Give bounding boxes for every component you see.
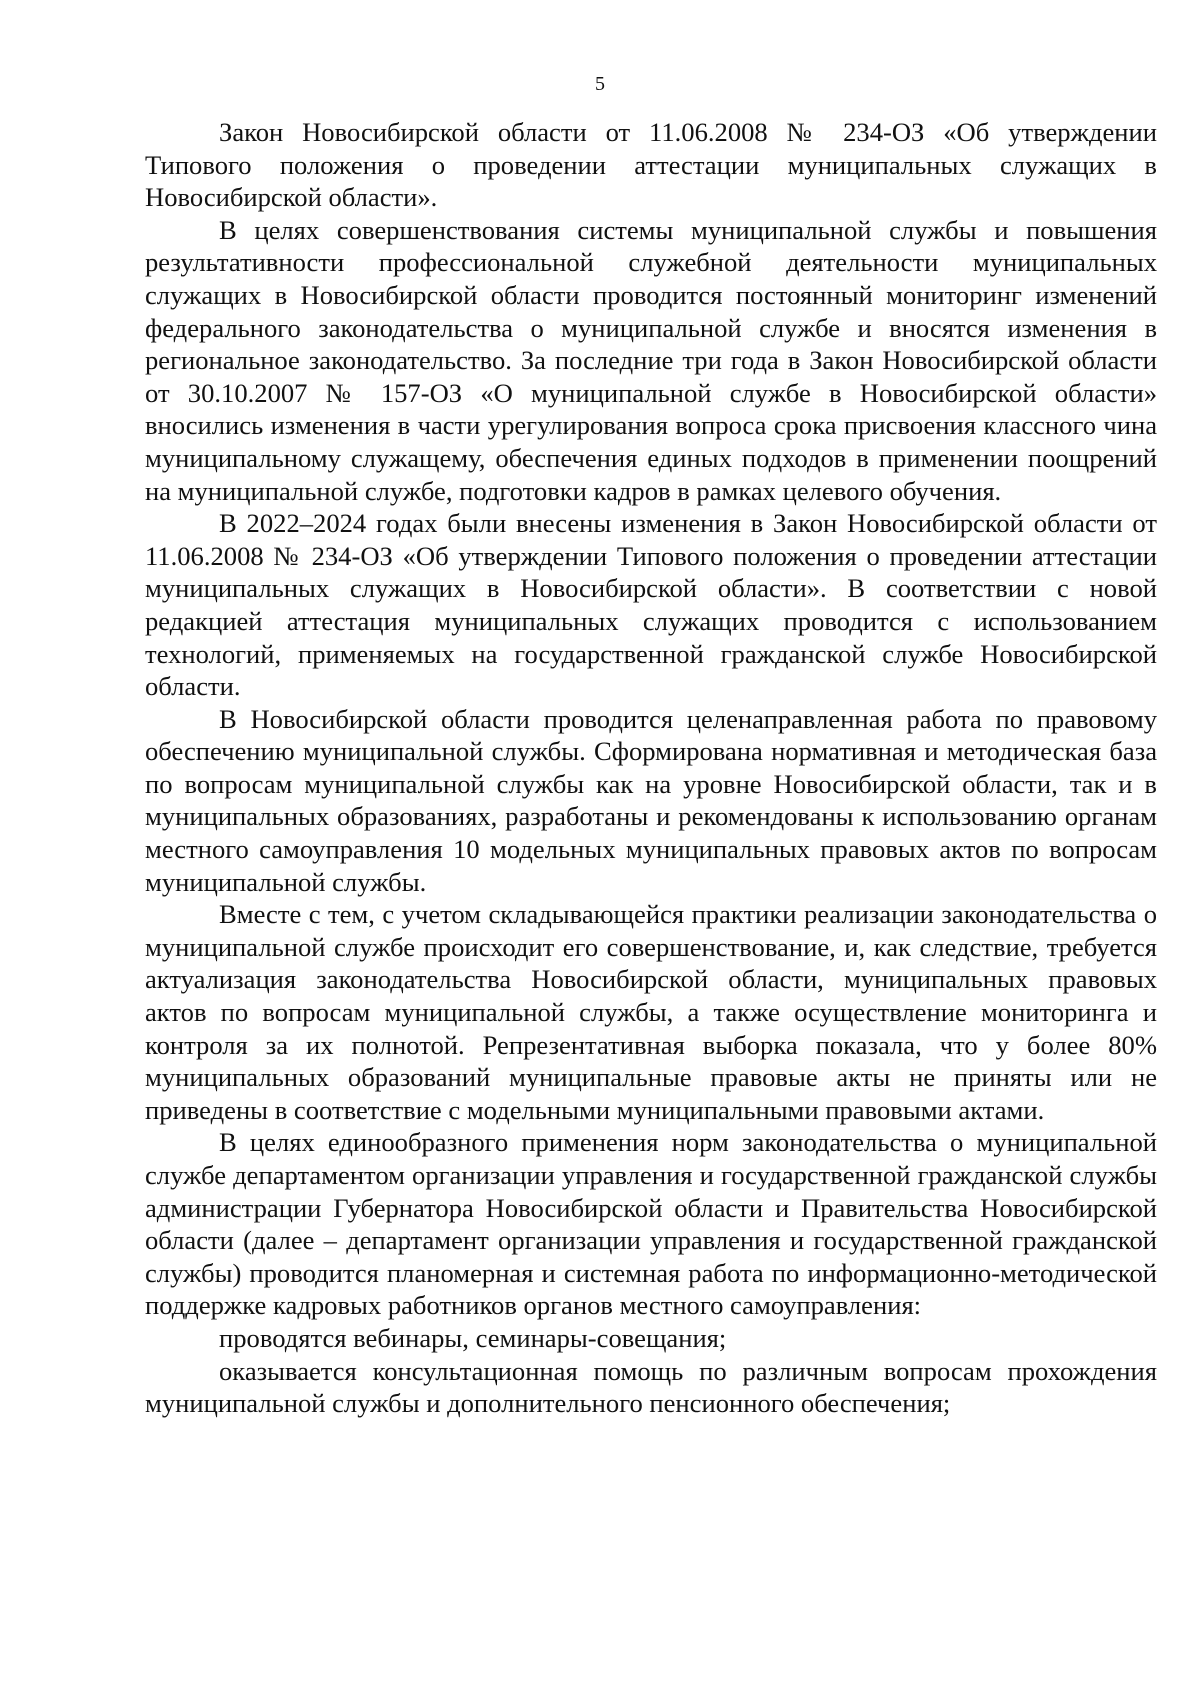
paragraph-2022-2024-changes: В 2022–2024 годах были внесены изменения в Закон Новосибирской области от 11.06.2008 № 234-ОЗ «Об утверждении Типового положения о проведении аттестации муниципальных служащих в Новосибирской области». В соответствии с новой редакцией аттестация муниципальных служащих проводится с использованием технологий, применяемых на государственной гражданской службе Новосибирской области. (145, 508, 1157, 702)
list-item-consultations: оказывается консультационная помощь по различным вопросам прохождения муниципальной службы и дополнительного пенсионного обеспечения; (145, 1355, 1157, 1419)
paragraph-legislation-updates: Вместе с тем, с учетом складывающейся практики реализации законодательства о муниципальной службе происходит его совершенствование, и, как следствие, требуется актуализация законодательства Новосибирской области, муниципальных правовых актов по вопросам муниципальной службы, а также осуществление мониторинга и контроля за их полнотой. Репрезентативная выборка показала, что у более 80% муниципальных образований муниципальные правовые акты не приняты или не приведены в соответствие с модельными муниципальными правовыми актами. (145, 899, 1157, 1125)
paragraph-legal-support: В Новосибирской области проводится целенаправленная работа по правовому обеспечению муниципальной службы. Сформирована нормативная и методическая база по вопросам муниципальной службы как на уровне Новосибирской области, так и в муниципальных образованиях, разработаны и рекомендованы к использованию органам местного самоуправления 10 модельных муниципальных правовых актов по вопросам муниципальной службы. (145, 703, 1157, 897)
list-item-webinars: проводятся вебинары, семинары-совещания; (219, 1322, 727, 1353)
page-number: 5 (595, 73, 605, 95)
paragraph-improvement-goals: В целях совершенствования системы муниципальной службы и повышения результативности профессиональной служебной деятельности муниципальных служащих в Новосибирской области проводится постоянный мониторинг изменений федерального законодательства о муниципальной службе и вносятся изменения в региональное законодательство. За последние три года в Закон Новосибирской области от 30.10.2007 № 157-ОЗ «О муниципальной службе в Новосибирской области» вносились изменения в части урегулирования вопроса срока присвоения классного чина муниципальному служащему, обеспечения единых подходов в применении поощрений на муниципальной службе, подготовки кадров в рамках целевого обучения. (145, 214, 1157, 506)
body-text (145, 116, 1157, 1420)
paragraph-law-234: Закон Новосибирской области от 11.06.2008 № 234-ОЗ «Об утверждении Типового положения о проведении аттестации муниципальных служащих в Новосибирской области». (145, 117, 1157, 213)
paragraph-department-work: В целях единообразного применения норм законодательства о муниципальной службе департаментом организации управления и государственной гражданской службы администрации Губернатора Новосибирской области и Правительства Новосибирской области (далее – департамент организации управления и государственной гражданской службы) проводится планомерная и системная работа по информационно-методической поддержке кадровых работников органов местного самоуправления: (145, 1127, 1157, 1321)
